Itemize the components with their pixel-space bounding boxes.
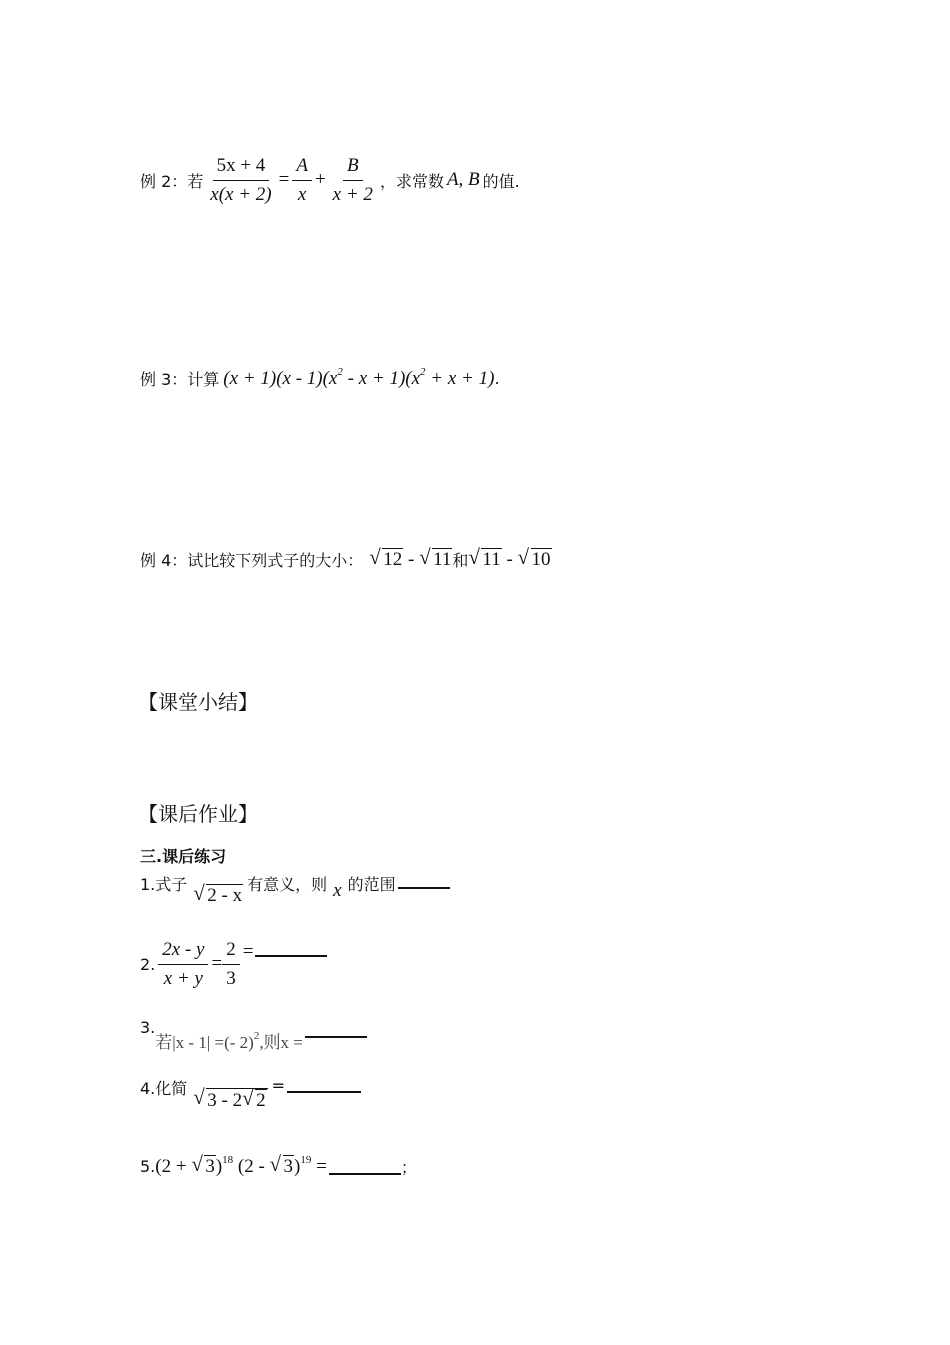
answer-blank-2[interactable] — [255, 954, 327, 957]
homework-heading: 【课后作业】 — [138, 802, 258, 826]
sqrt-11-b: √ 11 — [468, 548, 501, 571]
answer-blank-5[interactable] — [329, 1172, 401, 1175]
question-1: 1.式子 √ 2 - x 有意义，则 x 的范围 — [140, 872, 450, 907]
example-3-expression: $(x + 1)(x - 1)(x^2 - x + 1)(x^2 + x + 1)$ — [223, 366, 495, 389]
sqrt-3-minus-2sqrt2: √ 3 - 2√ 2 — [193, 1088, 267, 1112]
answer-blank-3[interactable] — [305, 1035, 367, 1038]
fraction-q2: $\frac{2x - y}{x + y}$ — [158, 938, 208, 991]
sqrt-12: √ 12 — [369, 548, 403, 571]
example-2-label: 例 2：若 — [140, 171, 204, 191]
sqrt-2-minus-x: √ 2 - x — [193, 884, 243, 907]
example-4-expression: √ 12 - √ 11 — [369, 548, 452, 571]
question-2: 2. $\frac{2x - y}{x + y}$ = $\frac{2}{3}$ = — [140, 938, 327, 991]
summary-heading: 【课堂小结】 — [138, 690, 258, 714]
exercise-title: 三.课后练习 — [140, 847, 227, 866]
fraction-a: $\frac{A}{x}$ — [292, 154, 312, 207]
example-4: 例 4：试比较下列式子的大小： √ 12 - √ 11 和 √ 11 - √ 10 — [140, 548, 552, 571]
question-5: 5. (2 + √ 3)$^{18}$ (2 - √ 3)$^{19}$ = ； — [140, 1154, 417, 1178]
fraction-two-thirds: $\frac{2}{3}$ — [222, 938, 240, 991]
fraction-left: $\frac{5x + 4}{x(x + 2)}$ — [210, 154, 272, 205]
question-5-expression: (2 + √ 3)$^{18}$ (2 - √ 3)$^{19}$ = — [155, 1154, 327, 1178]
answer-blank-4[interactable] — [287, 1090, 361, 1093]
sqrt-10: √ 10 — [518, 548, 552, 571]
question-3: 3. 若|x - 1| =(- 2)$^2$,则x = — [140, 1018, 367, 1053]
answer-blank-1[interactable] — [398, 886, 450, 889]
example-3: 例 3：计算 $(x + 1)(x - 1)(x^2 - x + 1)(x^2 + x + 1)$ . — [140, 366, 500, 389]
example-2: 例 2：若 $\frac{5x + 4}{x(x + 2)}$ = $\frac{A}{x}$ + $\frac{B}{x + 2}$ ，求常数 A, B 的值. — [140, 154, 520, 205]
fraction-b: $\frac{B}{x + 2}$ — [332, 154, 373, 205]
sqrt-11: √ 11 — [419, 548, 452, 571]
sqrt-2: √ 2 — [242, 1089, 267, 1112]
question-4: 4.化简 √ 3 - 2√ 2 = — [140, 1076, 361, 1112]
